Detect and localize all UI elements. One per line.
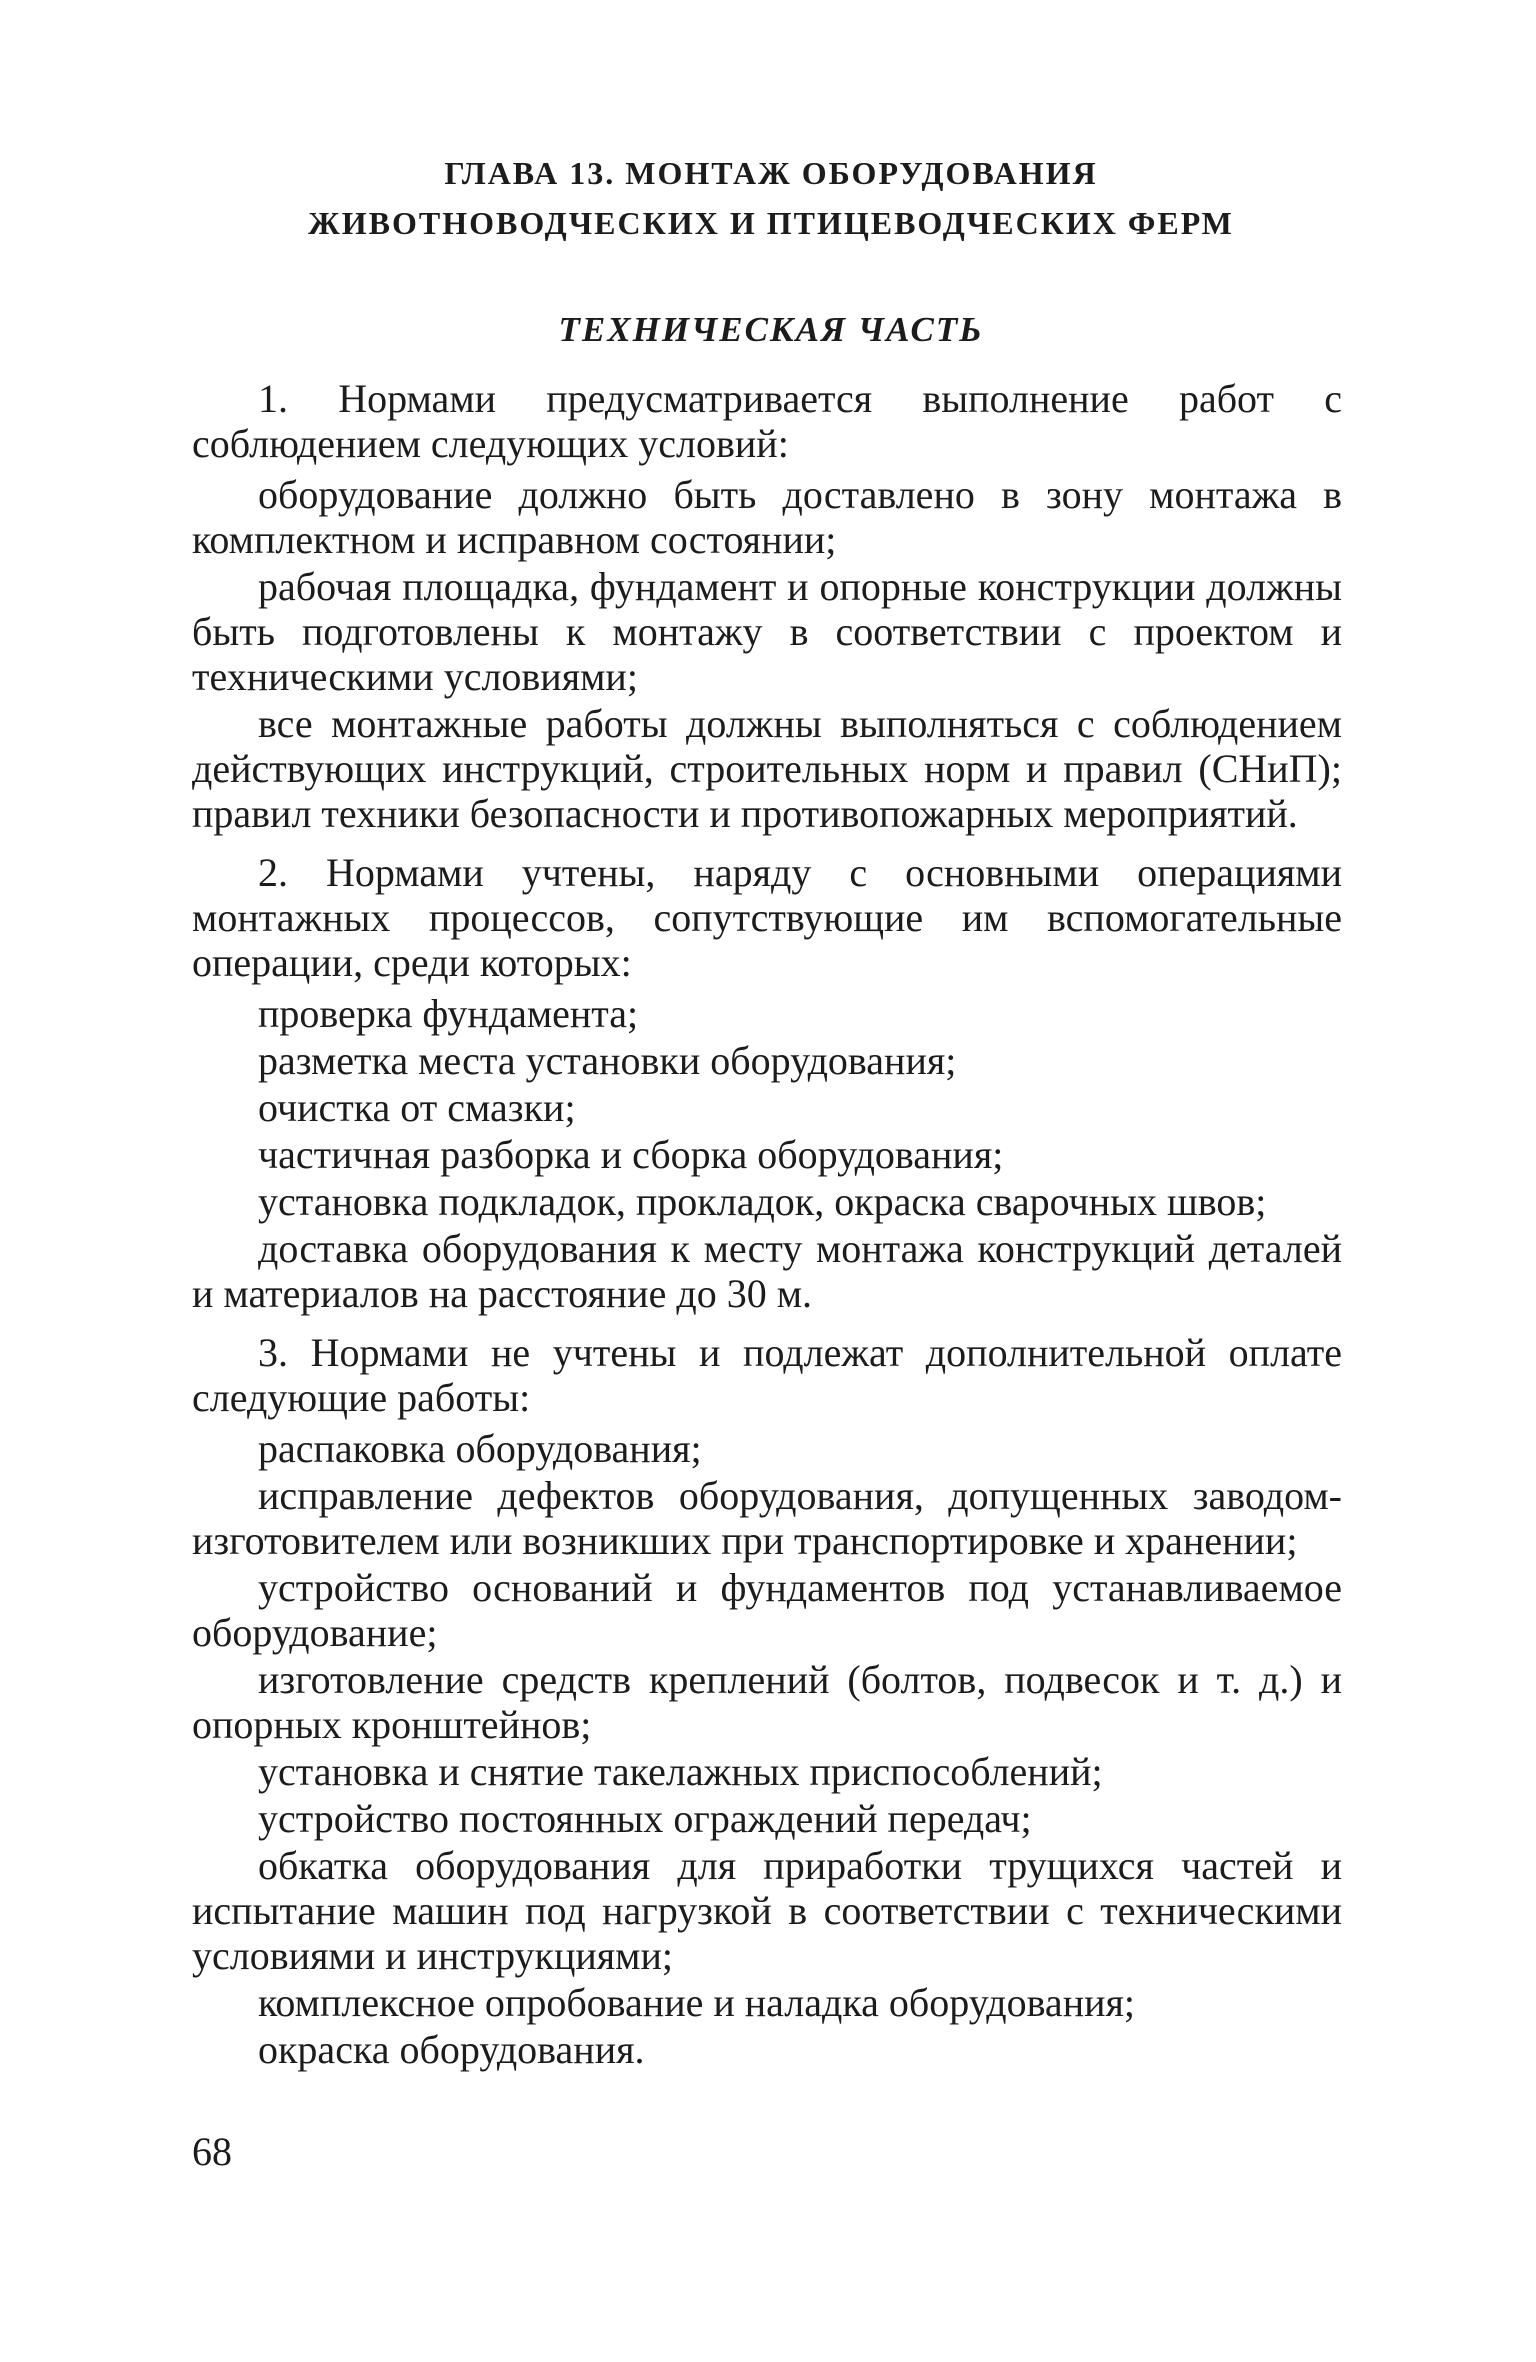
- clause-3-item: изготовление средств креплений (болтов, подвесок и т. д.) и опорных кронштейнов;: [192, 1657, 1342, 1747]
- clause-2-item: частичная разборка и сборка оборудования;: [258, 1132, 1004, 1177]
- clause-3-item: исправление дефектов оборудования, допущенных заводом-изготовителем или возникших при транспортировке и хранении;: [192, 1473, 1342, 1563]
- clause-1-item: все монтажные работы должны выполняться с соблюдением действующих инструкций, строительных норм и правил (СНиП); правил техники безопасности и противопожарных мероприятий.: [192, 701, 1342, 836]
- clause-2-item: очистка от смазки;: [258, 1085, 576, 1130]
- page-number: 68: [192, 2129, 232, 2174]
- chapter-title: [192, 148, 1342, 248]
- clause-2-item: проверка фундамента;: [258, 991, 639, 1036]
- chapter-title-line-1: ГЛАВА 13. МОНТАЖ ОБОРУДОВАНИЯ: [444, 155, 1098, 191]
- clause-3-item: устройство постоянных ограждений передач;: [258, 1796, 1032, 1841]
- clause-2-lead: 2. Нормами учтены, наряду с основными операциями монтажных процессов, сопутствующие им вспомогательные операции, среди которых:: [192, 850, 1342, 985]
- clause-3-item: окраска оборудования.: [258, 2027, 645, 2072]
- clause-3-lead: 3. Нормами не учтены и подлежат дополнительной оплате следующие работы:: [192, 1330, 1342, 1420]
- clause-1-lead: 1. Нормами предусматривается выполнение работ с соблюдением следующих условий:: [192, 376, 1342, 466]
- clause-1-item: оборудование должно быть доставлено в зону монтажа в комплектном и исправном состоянии;: [192, 472, 1342, 562]
- clause-3-item: устройство оснований и фундаментов под устанавливаемое оборудование;: [192, 1565, 1342, 1655]
- clause-3-item: распаковка оборудования;: [258, 1426, 702, 1471]
- clause-2-item: установка подкладок, прокладок, окраска сварочных швов;: [258, 1179, 1267, 1224]
- chapter-title-line-2: ЖИВОТНОВОДЧЕСКИХ И ПТИЦЕВОДЧЕСКИХ ФЕРМ: [308, 205, 1234, 241]
- document-text: [192, 376, 1342, 2072]
- clause-3-item: комплексное опробование и наладка оборудования;: [258, 1980, 1136, 2025]
- page-body: [192, 148, 1342, 2074]
- clause-3-item: установка и снятие такелажных приспособлений;: [258, 1749, 1103, 1794]
- clause-1-item: рабочая площадка, фундамент и опорные конструкции должны быть подготовлены к монтажу в соответствии с проектом и техническими условиями;: [192, 564, 1342, 699]
- clause-3-item: обкатка оборудования для приработки трущихся частей и испытание машин под нагрузкой в соответствии с техническими условиями и инструкциями;: [192, 1843, 1342, 1978]
- clause-2-item: доставка оборудования к месту монтажа конструкций деталей и материалов на расстояние до 30 м.: [192, 1226, 1342, 1316]
- section-title: ТЕХНИЧЕСКАЯ ЧАСТЬ: [558, 310, 984, 349]
- clause-2-item: разметка места установки оборудования;: [258, 1038, 957, 1083]
